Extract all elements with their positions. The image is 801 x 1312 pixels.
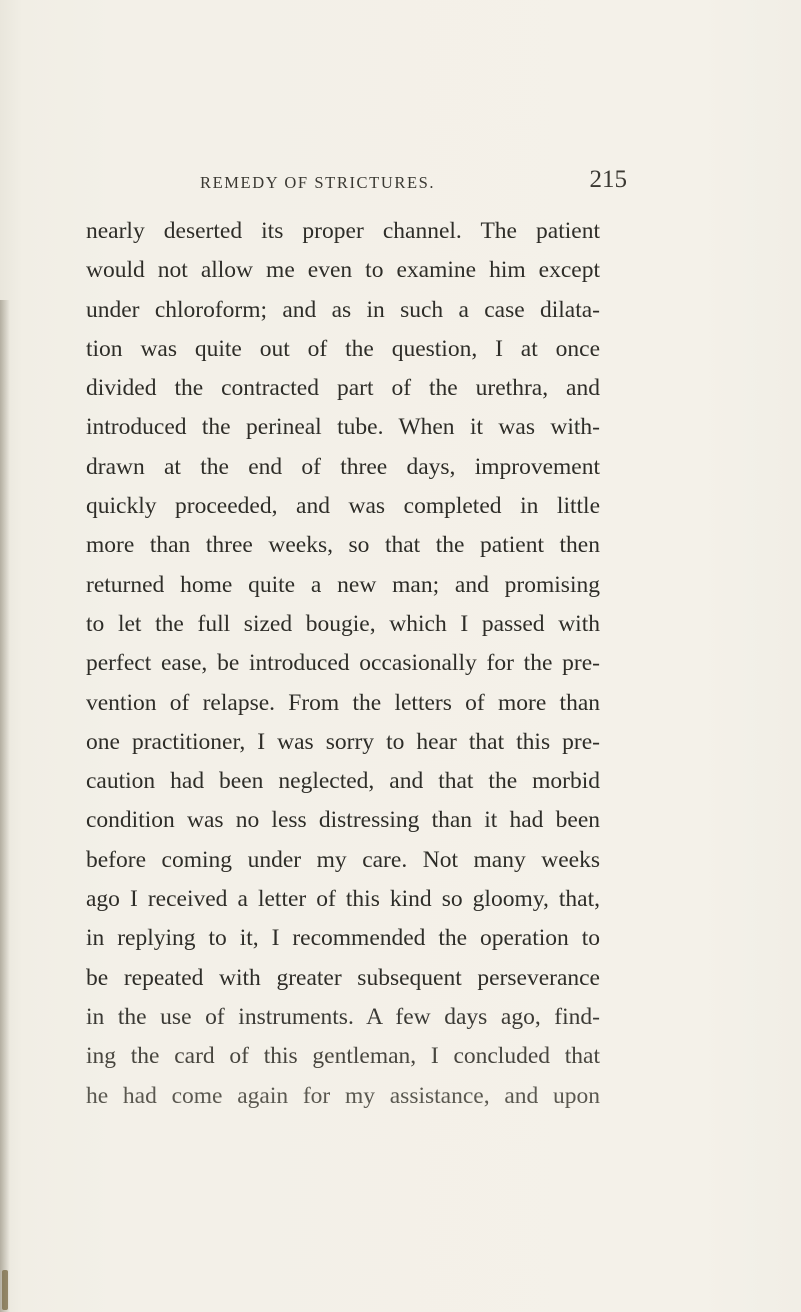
text-line: he had come again for my assistance, and upon — [86, 1082, 600, 1109]
text-line: drawn at the end of three days, improvement — [86, 453, 600, 480]
text-line: introduced the perineal tube. When it was with- — [86, 414, 600, 441]
text-line: vention of relapse. From the letters of more than — [86, 689, 600, 716]
text-line: one practitioner, I was sorry to hear that this pre- — [86, 728, 600, 755]
text-line: quickly proceeded, and was completed in little — [86, 493, 600, 520]
running-head: REMEDY OF STRICTURES. — [200, 173, 436, 192]
binding-gutter-shadow — [0, 300, 10, 1312]
text-line: ago I received a letter of this kind so gloomy, that, — [86, 886, 600, 913]
text-line: nearly deserted its proper channel. The patient — [86, 218, 600, 244]
text-line: returned home quite a new man; and promising — [86, 571, 600, 598]
text-line: tion was quite out of the question, I at once — [86, 335, 600, 362]
text-line: condition was no less distressing than it had been — [86, 807, 600, 834]
text-line: be repeated with greater subsequent perseverance — [86, 964, 600, 991]
text-line: caution had been neglected, and that the morbid — [86, 768, 600, 795]
body-text — [86, 212, 600, 1116]
text-line: in the use of instruments. A few days ago, find- — [86, 1003, 600, 1030]
text-line: ing the card of this gentleman, I concluded that — [86, 1043, 600, 1070]
text-line: perfect ease, be introduced occasionally for the pre- — [86, 650, 600, 677]
binding-edge-mark — [2, 1270, 8, 1310]
page-number: 215 — [589, 166, 627, 193]
text-line: in replying to it, I recommended the operation to — [86, 925, 600, 952]
text-line: more than three weeks, so that the patient then — [86, 532, 600, 559]
text-line: to let the full sized bougie, which I passed with — [86, 610, 600, 637]
text-line: divided the contracted part of the urethra, and — [86, 375, 600, 402]
text-line: under chloroform; and as in such a case dilata- — [86, 296, 600, 323]
page-header — [200, 166, 640, 196]
text-line: before coming under my care. Not many weeks — [86, 846, 600, 873]
text-line: would not allow me even to examine him except — [86, 257, 600, 284]
